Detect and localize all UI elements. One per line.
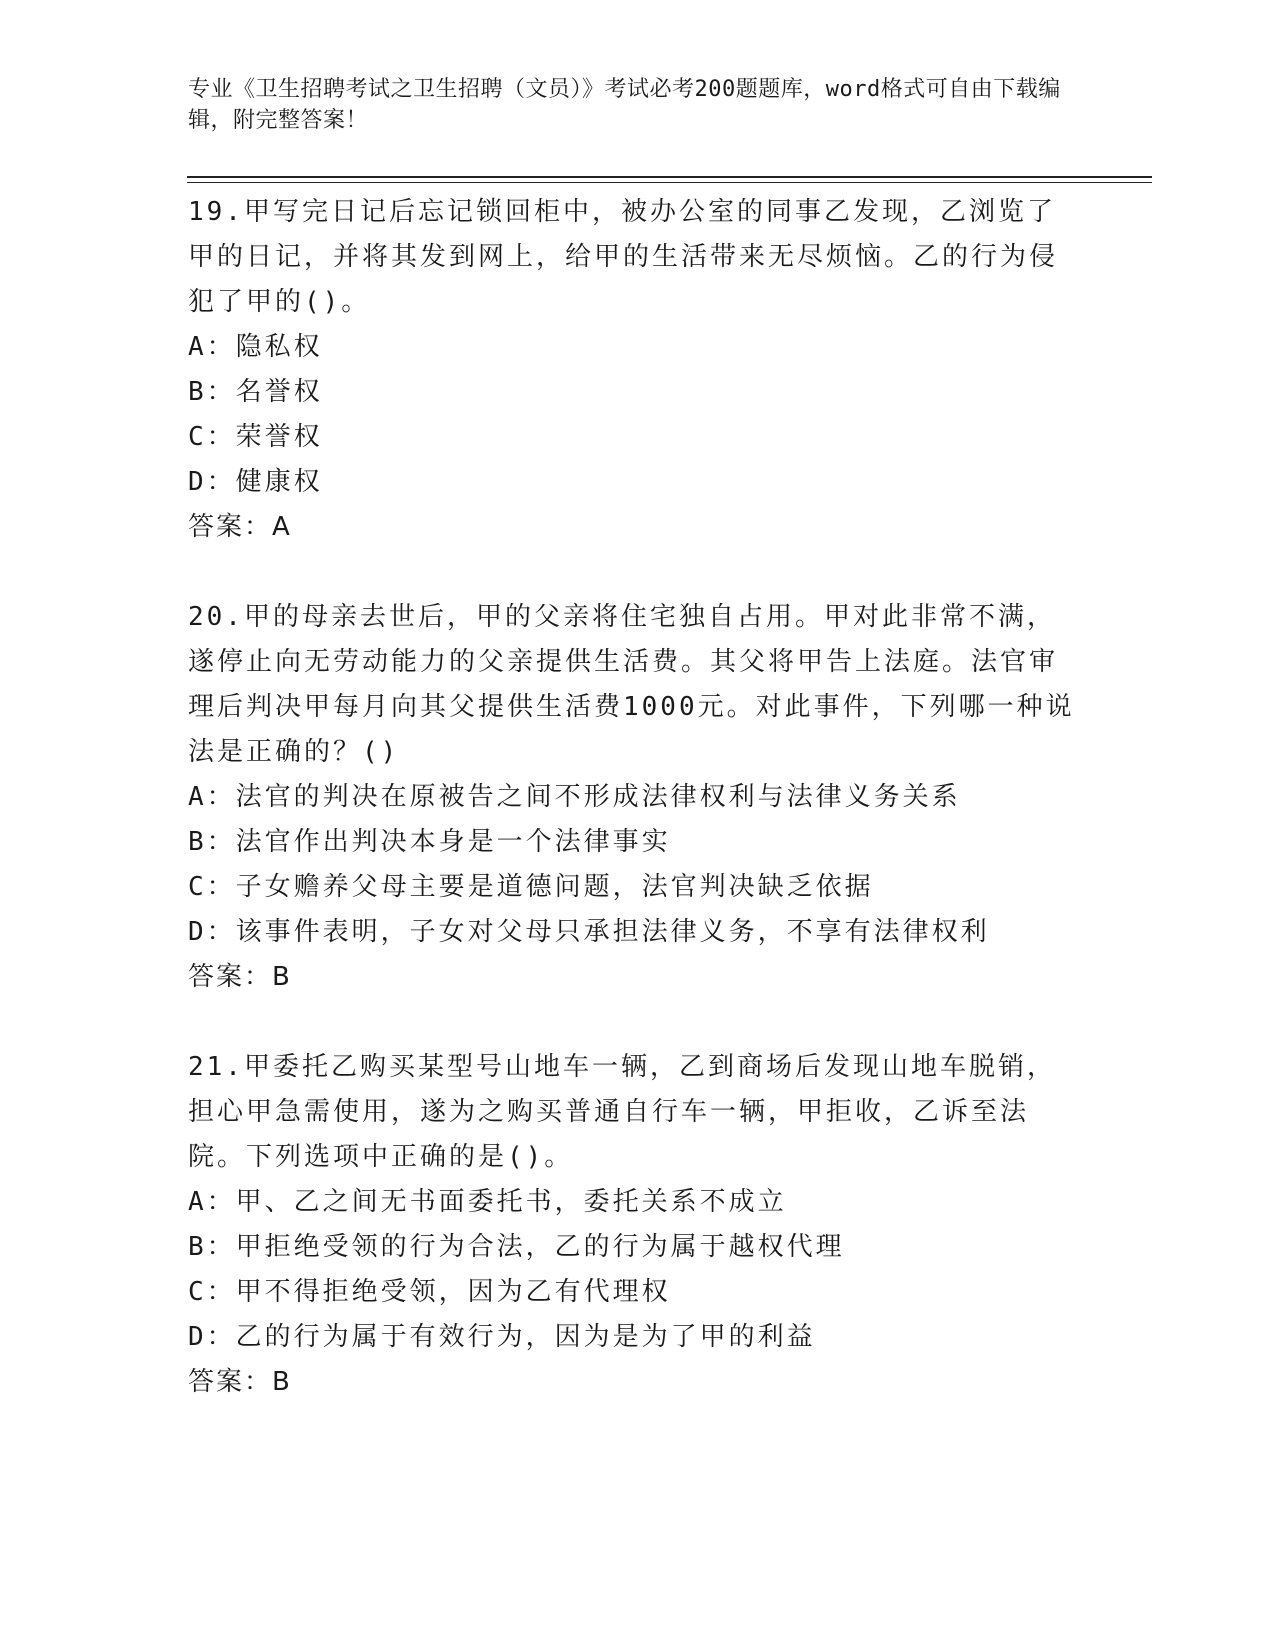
question-stem: 19.甲写完日记后忘记锁回柜中，被办公室的同事乙发现，乙浏览了甲的日记，并将其发到网上，给甲的生活带来无尽烦恼。乙的行为侵犯了甲的()。: [188, 197, 1059, 317]
option-c: C：子女赡养父母主要是道德问题，法官判决缺乏依据: [188, 872, 874, 902]
question-19: [188, 190, 1078, 550]
option-c: C：荣誉权: [188, 422, 323, 452]
question-stem: 21.甲委托乙购买某型号山地车一辆，乙到商场后发现山地车脱销，担心甲急需使用，遂为之购买普通自行车一辆，甲拒收，乙诉至法院。下列选项中正确的是()。: [188, 1052, 1056, 1172]
option-b: B：甲拒绝受领的行为合法，乙的行为属于越权代理: [188, 1232, 845, 1262]
question-list: [188, 190, 1078, 1450]
question-20: [188, 595, 1078, 1000]
option-b: B：法官作出判决本身是一个法律事实: [188, 827, 671, 857]
answer-line: 答案：B: [188, 1367, 292, 1397]
option-c: C：甲不得拒绝受领，因为乙有代理权: [188, 1277, 671, 1307]
header-rule-thick: [187, 176, 1152, 178]
answer-line: 答案：A: [188, 512, 292, 542]
header-rule-thin: [187, 182, 1152, 183]
question-21: [188, 1045, 1078, 1405]
option-d: D：乙的行为属于有效行为，因为是为了甲的利益: [188, 1322, 816, 1352]
document-header: 专业《卫生招聘考试之卫生招聘（文员）》考试必考200题题库，word格式可自由下载编辑，附完整答案！: [188, 77, 1061, 133]
option-b: B：名誉权: [188, 377, 323, 407]
option-d: D：健康权: [188, 467, 323, 497]
question-stem: 20.甲的母亲去世后，甲的父亲将住宅独自占用。甲对此非常不满，遂停止向无劳动能力的父亲提供生活费。其父将甲告上法庭。法官审理后判决甲每月向其父提供生活费1000元。对此事件，下列哪一种说法是正确的？(): [188, 602, 1075, 767]
answer-line: 答案：B: [188, 962, 292, 992]
option-d: D：该事件表明，子女对父母只承担法律义务，不享有法律权利: [188, 917, 990, 947]
option-a: A：甲、乙之间无书面委托书，委托关系不成立: [188, 1187, 787, 1217]
option-a: A：法官的判决在原被告之间不形成法律权利与法律义务关系: [188, 782, 961, 812]
option-a: A：隐私权: [188, 332, 323, 362]
